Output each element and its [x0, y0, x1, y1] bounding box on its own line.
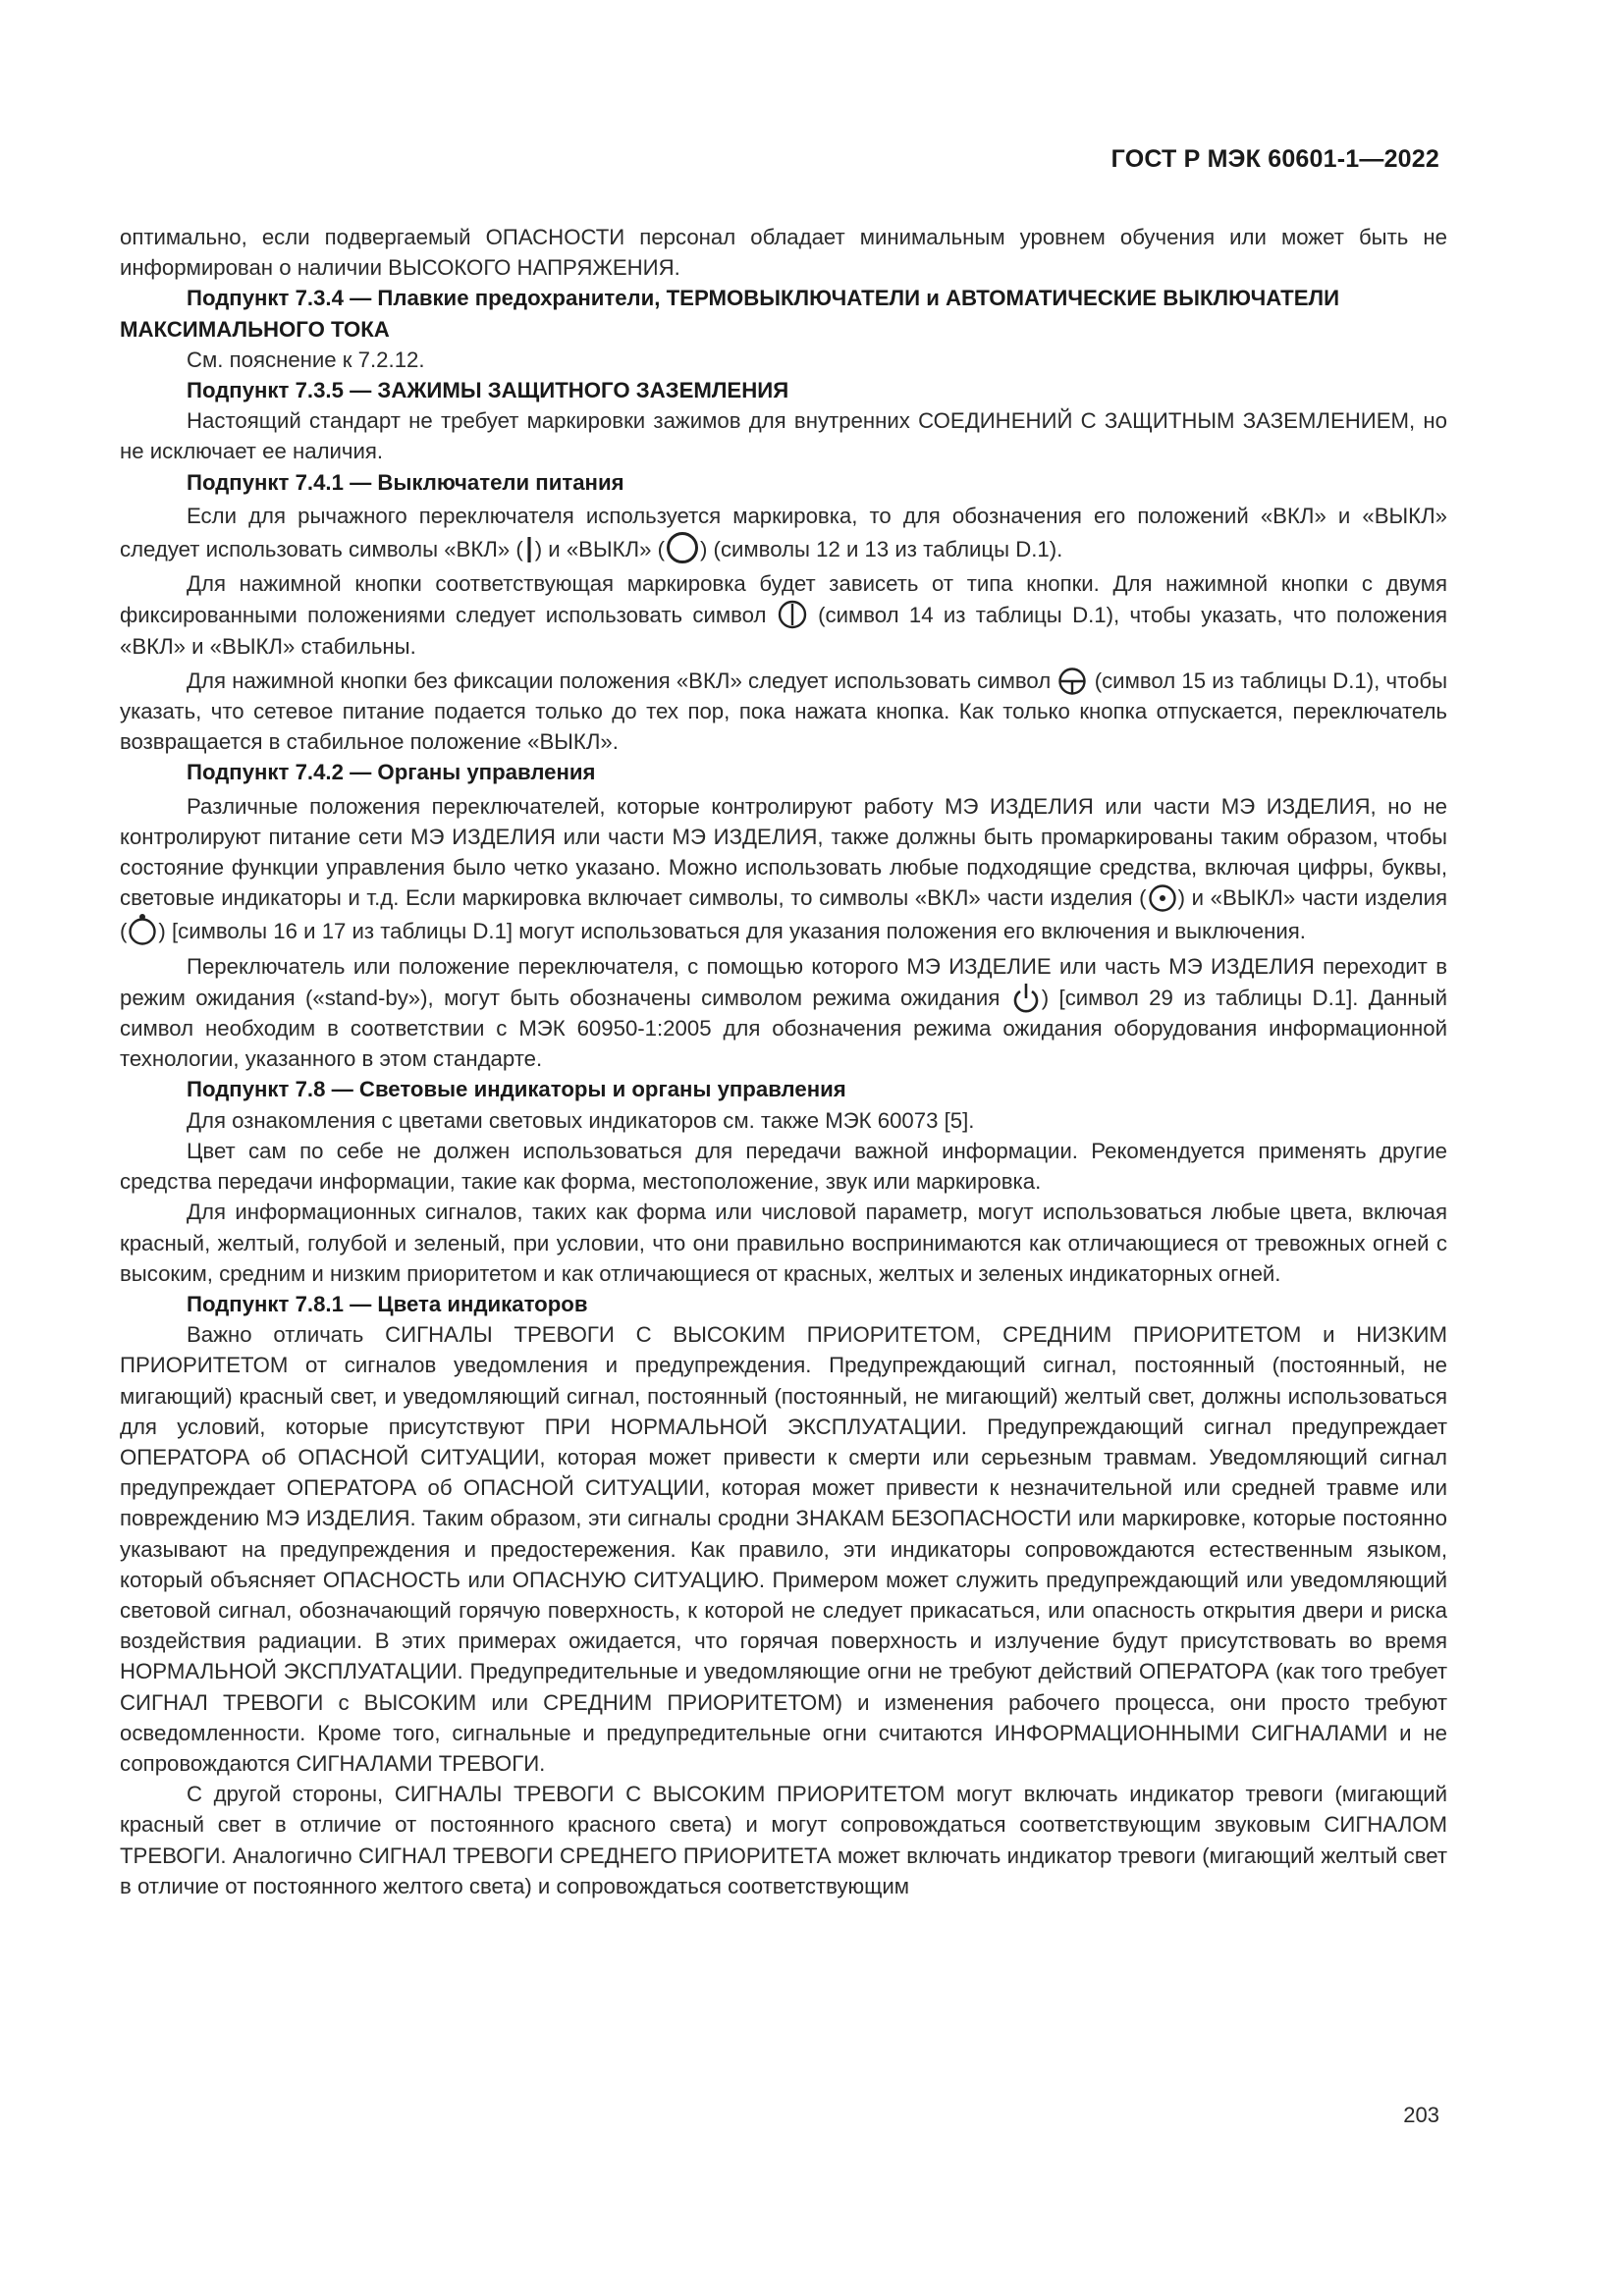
page-number: 203	[1403, 2103, 1439, 2127]
paragraph-7-4-2-standby	[120, 951, 1447, 1075]
part-off-symbol-icon	[128, 913, 157, 946]
momentary-on-symbol-icon	[1057, 667, 1087, 696]
paragraph-text: ) (символы 12 и 13 из таблицы D.1).	[700, 537, 1063, 562]
paragraph-7-8-c: Для информационных сигналов, таких как форма или числовой параметр, могут использоваться любые цвета, включая красный, желтый, голубой и зеленый, при условии, что они правильно воспринимаются как отличающиеся от тревожных огней с высоким, средним и низким приоритетом и как отличающиеся от красных, желтых и зеленых индикаторных огней.	[120, 1200, 1447, 1286]
paragraph-text: ) и «ВЫКЛ» части изделия (	[120, 885, 1447, 944]
heading-7-4-2: Подпункт 7.4.2 — Органы управления	[187, 760, 596, 785]
paragraph-text: (символ 15 из таблицы D.1), чтобы указать, что сетевое питание подается только до тех пор, пока нажата кнопка. Как только кнопка отпускается, переключатель возвращается в стабильное положение «ВЫКЛ».	[120, 667, 1448, 755]
paragraph-text: (символ 14 из таблицы D.1), чтобы указать, что положения «ВКЛ» и «ВЫКЛ» стабильны.	[120, 603, 1447, 659]
paragraph-text: Для нажимной кнопки соответствующая маркировка будет зависеть от типа кнопки. Для нажимной кнопки с двумя фиксированными положениями следует использовать символ	[120, 571, 1447, 628]
power-on-symbol-icon	[524, 535, 534, 564]
part-on-symbol-icon	[1148, 883, 1177, 913]
paragraph-7-8-1-b: С другой стороны, СИГНАЛЫ ТРЕВОГИ С ВЫСОКИМ ПРИОРИТЕТОМ могут включать индикатор тревоги (мигающий красный свет в отличие от постоянного красного света) и могут сопровождаться соответствующим звуковым СИГНАЛОМ ТРЕВОГИ. Аналогично СИГНАЛ ТРЕВОГИ СРЕДНЕГО ПРИОРИТЕТА может включать индикатор тревоги (мигающий желтый свет в отличие от постоянного желтого света) и сопровождаться соответствующим	[120, 1782, 1447, 1898]
heading-7-3-5: Подпункт 7.3.5 — ЗАЖИМЫ ЗАЩИТНОГО ЗАЗЕМЛЕНИЯ	[187, 378, 789, 403]
heading-7-8-1: Подпункт 7.8.1 — Цвета индикаторов	[187, 1291, 588, 1316]
paragraph-text: Для нажимной кнопки без фиксации положения «ВКЛ» следует использовать символ	[187, 667, 1052, 693]
push-on-off-symbol-icon	[778, 599, 807, 630]
heading-7-3-4: Подпункт 7.3.4 — Плавкие предохранители, ТЕРМОВЫКЛЮЧАТЕЛИ и АВТОМАТИЧЕСКИЕ ВЫКЛЮЧАТЕЛИ МАКСИМАЛЬНОГО ТОКА	[120, 286, 1340, 342]
paragraph-text: ) [символы 16 и 17 из таблицы D.1] могут использоваться для указания положения его включения и выключения.	[158, 919, 1306, 944]
paragraph-7-8-1-a: Важно отличать СИГНАЛЫ ТРЕВОГИ С ВЫСОКИМ ПРИОРИТЕТОМ, СРЕДНИМ ПРИОРИТЕТОМ и НИЗКИМ ПРИОРИТЕТОМ от сигналов уведомления и предупреждения. Предупреждающий сигнал, постоянный (постоянный, не мигающий) красный свет, и уведомляющий сигнал, постоянный (постоянный, не мигающий) желтый свет, должны использоваться для условий, которые присутствуют ПРИ НОРМАЛЬНОЙ ЭКСПЛУАТАЦИИ. Предупреждающий сигнал предупреждает ОПЕРАТОРА об ОПАСНОЙ СИТУАЦИИ, которая может привести к смерти или серьезным травмам. Уведомляющий сигнал предупреждает ОПЕРАТОРА об ОПАСНОЙ СИТУАЦИИ, которая может привести к незначительной или средней травме или повреждению МЭ ИЗДЕЛИЯ. Таким образом, эти сигналы сродни ЗНАКАМ БЕЗОПАСНОСТИ или маркировке, которые постоянно указывают на предупреждения и предостережения. Как правило, эти индикаторы сопровождаются естественным языком, который объясняет ОПАСНОСТЬ или ОПАСНУЮ СИТУАЦИЮ. Примером может служить предупреждающий или уведомляющий световой сигнал, обозначающий горячую поверхность, к которой не следует прикасаться, или опасность открытия двери и риска воздействия радиации. В этих примерах ожидается, что горячая поверхность и излучение будут присутствовать во время НОРМАЛЬНОЙ ЭКСПЛУАТАЦИИ. Предупредительные и уведомляющие огни не требуют действий ОПЕРАТОРА (как того требует СИГНАЛ ТРЕВОГИ с ВЫСОКИМ или СРЕДНИМ ПРИОРИТЕТОМ) и изменения рабочего процесса, они просто требуют осведомленности. Кроме того, сигнальные и предупредительные огни считаются ИНФОРМАЦИОННЫМИ СИГНАЛАМИ и не сопровождаются СИГНАЛАМИ ТРЕВОГИ.	[120, 1322, 1447, 1776]
paragraph-7-4-1-push	[120, 568, 1447, 662]
paragraph-7-3-4: См. пояснение к 7.2.12.	[187, 347, 425, 372]
heading-7-8: Подпункт 7.8 — Световые индикаторы и органы управления	[187, 1077, 846, 1102]
page-body	[120, 222, 1447, 1901]
standby-symbol-icon	[1011, 982, 1041, 1013]
paragraph-text: ) [символ 29 из таблицы D.1]. Данный символ необходим в соответствии с МЭК 60950-1:2005 для обозначения режима ожидания оборудования информационной технологии, указанного в этом стандарте.	[120, 985, 1448, 1072]
paragraph-7-3-5: Настоящий стандарт не требует маркировки зажимов для внутренних СОЕДИНЕНИЙ С ЗАЩИТНЫМ ЗАЗЕМЛЕНИЕМ, но не исключает ее наличия.	[120, 408, 1447, 464]
paragraph-text: Различные положения переключателей, которые контролируют работу МЭ ИЗДЕЛИЯ или части МЭ ИЗДЕЛИЯ, но не контролируют питание сети МЭ ИЗДЕЛИЯ или части МЭ ИЗДЕЛИЯ, также должны быть промаркированы таким образом, чтобы состояние функции управления было четко указано. Можно использовать любые подходящие средства, включая цифры, буквы, световые индикаторы и т.д. Если маркировка включает символы, то символы «ВКЛ» части изделия (	[120, 793, 1447, 911]
paragraph-continuation: оптимально, если подвергаемый ОПАСНОСТИ персонал обладает минимальным уровнем обучения или может быть не информирован о наличии ВЫСОКОГО НАПРЯЖЕНИЯ.	[120, 225, 1447, 281]
paragraph-7-4-1-lever	[120, 501, 1447, 564]
paragraph-7-8-b: Цвет сам по себе не должен использоваться для передачи важной информации. Рекомендуется применять другие средства передачи информации, такие как форма, местоположение, звук или маркировка.	[120, 1138, 1447, 1195]
heading-7-4-1: Подпункт 7.4.1 — Выключатели питания	[187, 469, 624, 495]
paragraph-text: ) и «ВЫКЛ» (	[534, 537, 665, 562]
power-off-symbol-icon	[666, 531, 699, 564]
paragraph-text: Переключатель или положение переключателя, с помощью которого МЭ ИЗДЕЛИЕ или часть МЭ ИЗДЕЛИЯ переходит в режим ожидания («stand-by»), могут быть обозначены символом режима ожидания	[120, 953, 1447, 1010]
paragraph-text: Если для рычажного переключателя используется маркировка, то для обозначения его положений «ВКЛ» и «ВЫКЛ» следует использовать символы «ВКЛ» (	[120, 503, 1447, 562]
paragraph-7-4-1-momentary	[120, 666, 1447, 758]
paragraph-7-4-2-controls	[120, 791, 1447, 947]
paragraph-7-8-a: Для ознакомления с цветами световых индикаторов см. также МЭК 60073 [5].	[187, 1107, 975, 1133]
document-header: ГОСТ Р МЭК 60601-1—2022	[1110, 145, 1439, 173]
